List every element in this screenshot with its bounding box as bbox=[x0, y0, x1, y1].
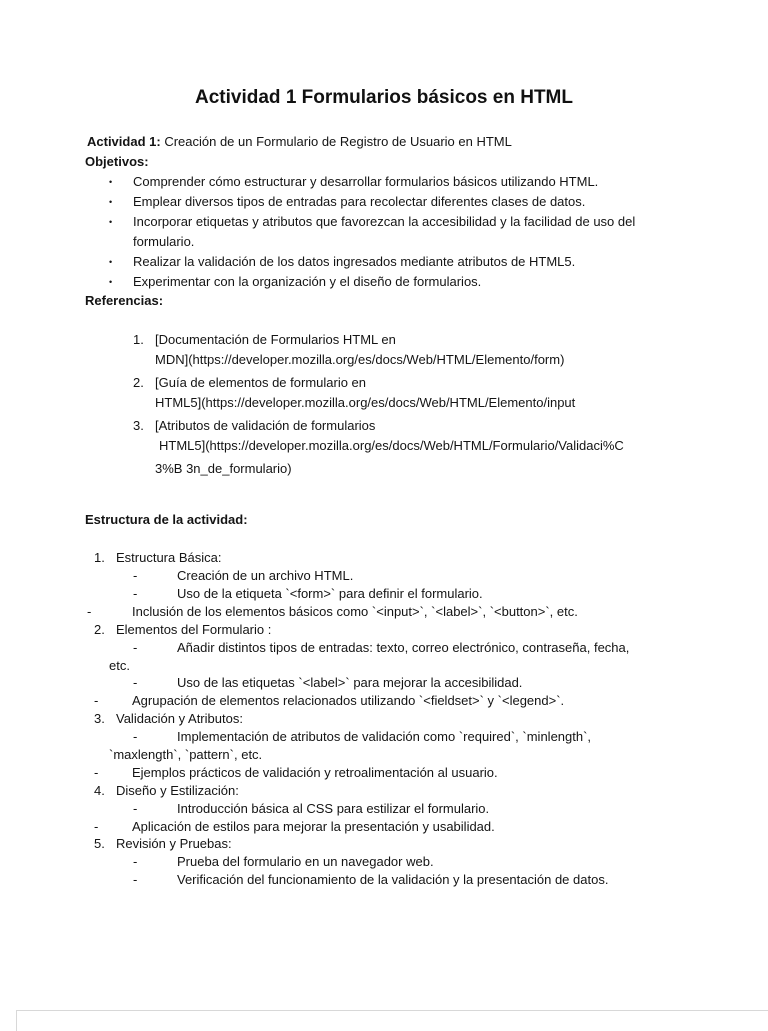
dash-marker: - bbox=[133, 586, 138, 601]
section-outer-item: Aplicación de estilos para mejorar la presentación y usabilidad. bbox=[132, 819, 495, 834]
dash-marker: - bbox=[133, 568, 138, 583]
reference-number: 2. bbox=[133, 375, 144, 390]
bullet-icon: • bbox=[109, 217, 113, 227]
reference-link-text[interactable]: 3%B 3n_de_formulario) bbox=[155, 461, 292, 476]
objective-item-continuation: formulario. bbox=[133, 234, 195, 249]
bullet-icon: • bbox=[109, 257, 113, 267]
bullet-icon: • bbox=[109, 197, 113, 207]
bullet-icon: • bbox=[109, 177, 113, 187]
dash-marker: - bbox=[133, 801, 138, 816]
document-title: Actividad 1 Formularios básicos en HTML bbox=[195, 87, 573, 108]
activity-label: Actividad 1: bbox=[87, 134, 161, 149]
section-outer-item: Agrupación de elementos relacionados utilizando `<fieldset>` y `<legend>`. bbox=[132, 693, 565, 708]
section-item: Prueba del formulario en un navegador web. bbox=[177, 854, 434, 869]
references-heading: Referencias: bbox=[85, 293, 164, 308]
section-item: Añadir distintos tipos de entradas: texto, correo electrónico, contraseña, fecha, bbox=[177, 640, 630, 655]
section-title: Elementos del Formulario : bbox=[116, 622, 272, 637]
section-number: 5. bbox=[94, 836, 105, 851]
activity-text: Creación de un Formulario de Registro de Usuario en HTML bbox=[164, 134, 512, 149]
section-item: Verificación del funcionamiento de la validación y la presentación de datos. bbox=[177, 872, 609, 887]
section-item: Implementación de atributos de validación como `required`, `minlength`, bbox=[177, 729, 592, 744]
reference-link-text[interactable]: MDN](https://developer.mozilla.org/es/docs/Web/HTML/Elemento/form) bbox=[155, 352, 565, 367]
objective-item: Realizar la validación de los datos ingresados mediante atributos de HTML5. bbox=[133, 254, 576, 269]
dash-marker: - bbox=[133, 872, 138, 887]
dash-marker: - bbox=[133, 854, 138, 869]
reference-number: 3. bbox=[133, 418, 144, 433]
section-number: 4. bbox=[94, 783, 105, 798]
objective-item: Comprender cómo estructurar y desarrollar formularios básicos utilizando HTML. bbox=[133, 174, 599, 189]
section-title: Estructura Básica: bbox=[116, 550, 222, 565]
section-item: Introducción básica al CSS para estilizar el formulario. bbox=[177, 801, 490, 816]
section-item: Creación de un archivo HTML. bbox=[177, 568, 354, 583]
dash-marker: - bbox=[94, 819, 99, 834]
reference-link-text[interactable]: [Atributos de validación de formularios bbox=[155, 418, 376, 433]
section-number: 2. bbox=[94, 622, 105, 637]
bullet-icon: • bbox=[109, 277, 113, 287]
objective-item: Experimentar con la organización y el diseño de formularios. bbox=[133, 274, 482, 289]
section-number: 3. bbox=[94, 711, 105, 726]
dash-marker: - bbox=[94, 765, 99, 780]
section-outer-item: Ejemplos prácticos de validación y retroalimentación al usuario. bbox=[132, 765, 498, 780]
dash-marker: - bbox=[94, 693, 99, 708]
section-item-continuation: `maxlength`, `pattern`, etc. bbox=[109, 747, 263, 762]
activity-line bbox=[87, 133, 512, 151]
section-outer-item: Inclusión de los elementos básicos como `<input>`, `<label>`, `<button>`, etc. bbox=[132, 604, 578, 619]
dash-marker: - bbox=[133, 729, 138, 744]
reference-link-text[interactable]: HTML5](https://developer.mozilla.org/es/docs/Web/HTML/Elemento/input bbox=[155, 395, 576, 410]
section-title: Diseño y Estilización: bbox=[116, 783, 239, 798]
dash-marker: - bbox=[133, 640, 138, 655]
section-title: Validación y Atributos: bbox=[116, 711, 243, 726]
objective-item: Emplear diversos tipos de entradas para recolectar diferentes clases de datos. bbox=[133, 194, 586, 209]
viewer-bottom-bar bbox=[16, 1010, 768, 1031]
reference-link-text[interactable]: [Guía de elementos de formulario en bbox=[155, 375, 367, 390]
dash-marker: - bbox=[133, 675, 138, 690]
section-item: Uso de la etiqueta `<form>` para definir el formulario. bbox=[177, 586, 483, 601]
dash-marker: - bbox=[87, 604, 92, 619]
reference-number: 1. bbox=[133, 332, 144, 347]
section-title: Revisión y Pruebas: bbox=[116, 836, 232, 851]
structure-heading: Estructura de la actividad: bbox=[85, 512, 248, 527]
section-item-continuation: etc. bbox=[109, 658, 130, 673]
objectives-heading: Objetivos: bbox=[85, 154, 149, 169]
reference-link-text[interactable]: [Documentación de Formularios HTML en bbox=[155, 332, 396, 347]
section-number: 1. bbox=[94, 550, 105, 565]
objective-item: Incorporar etiquetas y atributos que favorezcan la accesibilidad y la facilidad de uso del bbox=[133, 214, 636, 229]
reference-link-text[interactable]: HTML5](https://developer.mozilla.org/es/docs/Web/HTML/Formulario/Validaci%C bbox=[159, 438, 624, 453]
section-item: Uso de las etiquetas `<label>` para mejorar la accesibilidad. bbox=[177, 675, 523, 690]
